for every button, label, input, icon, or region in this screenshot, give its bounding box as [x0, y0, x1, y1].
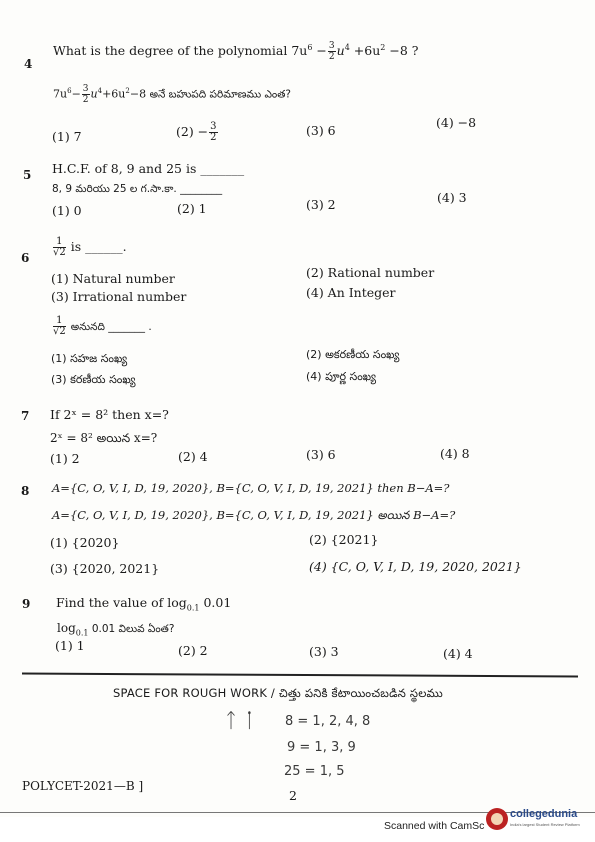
page-number: 2 — [289, 788, 297, 803]
q6-option-1[interactable]: (1) Natural number — [51, 271, 175, 286]
q5-option-4[interactable]: (4) 3 — [437, 190, 467, 205]
q6-question-en: $\frac{1}{√2}$ is ______. — [53, 236, 127, 258]
q4-number: 4 — [24, 57, 33, 71]
q4-question-te: $7u^6-$ $\frac{3}{2}$ $u^4+6u^2-8$ అనే బహుపది పరిమాణము ఎంత? — [53, 84, 291, 105]
q5-option-1[interactable]: (1) 0 — [52, 203, 82, 218]
q8-option-4[interactable]: (4) {C, O, V, I, D, 19, 2020, 2021} — [309, 559, 522, 574]
rough-work-line-1: 8 = 1, 2, 4, 8 — [285, 714, 371, 729]
q5-question-en: H.C.F. of 8, 9 and 25 is _______ — [52, 161, 245, 176]
q9-option-4[interactable]: (4) 4 — [443, 646, 473, 661]
rough-work-scribble: ᛏ ᛙ — [225, 708, 256, 732]
q4-option-4[interactable]: (4) −8 — [436, 115, 477, 130]
q4-option-2[interactable]: (2) − $\frac{3}{2}$ — [176, 121, 217, 143]
q4-question-en: What is the degree of the polynomial $7u^6$ − $\frac{3}{2}$ $u^4 +6u^2 -8$ ? — [53, 41, 419, 62]
q6-option-3[interactable]: (3) Irrational number — [51, 289, 187, 304]
rough-work-divider — [22, 673, 578, 677]
q6-option-te-3[interactable]: (3) కరణీయ సంఖ్య — [51, 373, 136, 386]
q9-question-en: Find the value of $\log_{0.1} 0.01$ — [56, 595, 232, 613]
q6-option-te-1[interactable]: (1) సహజ సంఖ్య — [51, 352, 128, 365]
q6-option-te-2[interactable]: (2) అకరణీయ సంఖ్య — [306, 348, 400, 361]
q5-option-3[interactable]: (3) 2 — [306, 197, 336, 212]
q8-number: 8 — [21, 484, 30, 498]
q8-question-te: A={C, O, V, I, D, 19, 2020}, B={C, O, V, I, D, 19, 2021} అయిన B−A=? — [52, 508, 456, 522]
q5-question-te: 8, 9 మరియు 25 ల గ.సా.కా. ________ — [52, 183, 223, 195]
q7-option-2[interactable]: (2) 4 — [178, 449, 208, 464]
q7-question-en: If 2ˣ = 8² then x=? — [50, 407, 169, 422]
exam-code: POLYCET-2021—B ] — [22, 779, 144, 793]
rough-work-line-2: 9 = 1, 3, 9 — [287, 740, 356, 755]
rough-work-line-3: 25 = 1, 5 — [284, 764, 345, 779]
q9-option-3[interactable]: (3) 3 — [309, 644, 339, 659]
rough-work-title: SPACE FOR ROUGH WORK / చిత్తు పనికి కేటాయించబడిన స్థలము — [113, 686, 443, 700]
q8-option-1[interactable]: (1) {2020} — [50, 535, 120, 550]
q9-option-1[interactable]: (1) 1 — [55, 638, 85, 653]
scanner-label: Scanned with CamSc — [384, 820, 485, 832]
brand-tagline: India's largest Student Review Platform — [510, 822, 580, 827]
q6-question-te: $\frac{1}{√2}$ అనునది _______ . — [53, 315, 152, 337]
q7-option-4[interactable]: (4) 8 — [440, 446, 470, 461]
q5-number: 5 — [23, 168, 32, 182]
q8-option-2[interactable]: (2) {2021} — [309, 532, 379, 547]
q8-option-3[interactable]: (3) {2020, 2021} — [50, 561, 160, 576]
q6-number: 6 — [21, 251, 30, 265]
q6-option-4[interactable]: (4) An Integer — [306, 285, 396, 300]
q5-option-2[interactable]: (2) 1 — [177, 201, 207, 216]
q8-question-en: A={C, O, V, I, D, 19, 2020}, B={C, O, V, I, D, 19, 2021} then B−A=? — [52, 481, 450, 495]
q6-option-2[interactable]: (2) Rational number — [306, 265, 435, 280]
q4-option-3[interactable]: (3) 6 — [306, 123, 336, 138]
q7-option-3[interactable]: (3) 6 — [306, 447, 336, 462]
q4-option-1[interactable]: (1) 7 — [52, 129, 82, 144]
q7-question-te: 2ˣ = 8² అయిన x=? — [50, 431, 158, 445]
brand-name: collegedunia — [510, 808, 578, 820]
q7-option-1[interactable]: (1) 2 — [50, 451, 80, 466]
q6-option-te-4[interactable]: (4) పూర్ణ సంఖ్య — [306, 370, 377, 383]
q9-number: 9 — [22, 597, 31, 611]
collegedunia-face-icon — [491, 813, 503, 825]
q9-question-te: $\log_{0.1} 0.01$ విలువ ఏంత? — [57, 621, 175, 638]
q7-number: 7 — [21, 409, 30, 423]
q9-option-2[interactable]: (2) 2 — [178, 643, 208, 658]
